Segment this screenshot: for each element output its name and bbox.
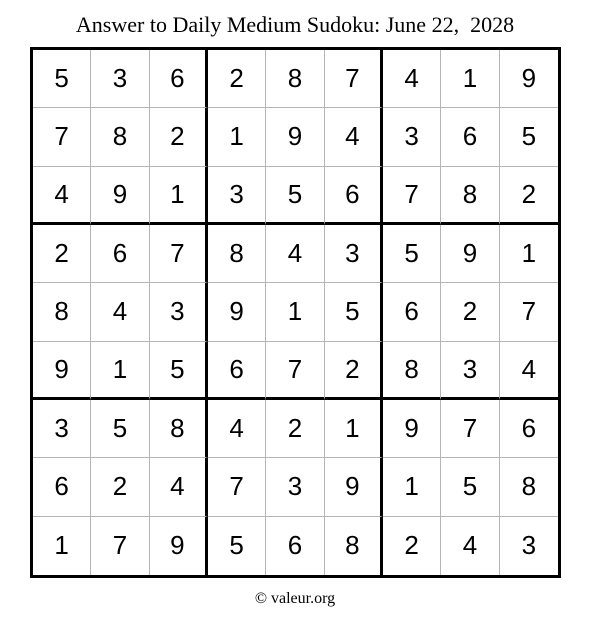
sudoku-cell-r7-c1: 3 <box>33 400 91 458</box>
sudoku-cell-r3-c2: 9 <box>91 167 149 225</box>
sudoku-cell-r4-c2: 6 <box>91 225 149 283</box>
sudoku-cell-r4-c9: 1 <box>500 225 558 283</box>
sudoku-cell-r1-c5: 8 <box>266 50 324 108</box>
sudoku-cell-r6-c9: 4 <box>500 342 558 400</box>
sudoku-cell-r6-c4: 6 <box>208 342 266 400</box>
sudoku-cell-r9-c1: 1 <box>33 517 91 575</box>
sudoku-cell-r1-c3: 6 <box>150 50 208 108</box>
sudoku-cell-r9-c6: 8 <box>325 517 383 575</box>
sudoku-cell-r5-c4: 9 <box>208 283 266 341</box>
sudoku-cell-r9-c9: 3 <box>521 530 537 561</box>
sudoku-cell-r3-c3: 1 <box>150 167 208 225</box>
sudoku-cell-r4-c4: 8 <box>208 225 266 283</box>
sudoku-cell-r4-c3: 7 <box>150 225 208 283</box>
sudoku-cell-r3-c6: 6 <box>325 167 383 225</box>
sudoku-cell-r1-c1: 5 <box>33 50 91 108</box>
sudoku-cell-r2-c1: 7 <box>33 108 91 166</box>
sudoku-cell-r3-c7: 7 <box>383 167 441 225</box>
sudoku-cell-r5-c8: 2 <box>441 283 499 341</box>
sudoku-cell-r5-c9: 7 <box>500 283 558 341</box>
sudoku-cell-r9-c3: 9 <box>150 517 208 575</box>
sudoku-cell-r5-c6: 5 <box>325 283 383 341</box>
sudoku-cell-r6-c7: 8 <box>383 342 441 400</box>
sudoku-cell-r3-c4: 3 <box>208 167 266 225</box>
sudoku-cell-r4-c8: 9 <box>441 225 499 283</box>
sudoku-cell-r7-c7: 9 <box>383 400 441 458</box>
sudoku-cell-r4-c1: 2 <box>33 225 91 283</box>
sudoku-cell-r4-c5: 4 <box>266 225 324 283</box>
sudoku-cell-r1-c4: 2 <box>208 50 266 108</box>
sudoku-cell-r9-c4: 5 <box>208 517 266 575</box>
sudoku-cell-r2-c2: 8 <box>91 108 149 166</box>
sudoku-cell-r8-c6: 9 <box>325 458 383 516</box>
sudoku-cell-r2-c3: 2 <box>150 108 208 166</box>
sudoku-cell-r2-c4: 1 <box>208 108 266 166</box>
sudoku-cell-r7-c3: 8 <box>150 400 208 458</box>
sudoku-cell-r6-c8: 3 <box>441 342 499 400</box>
sudoku-cell-r9-c8: 4 <box>441 517 499 575</box>
sudoku-cell-r7-c9: 6 <box>500 400 558 458</box>
sudoku-cell-r8-c4: 7 <box>208 458 266 516</box>
sudoku-cell-r1-c2: 3 <box>91 50 149 108</box>
sudoku-cell-r7-c8: 7 <box>441 400 499 458</box>
sudoku-cell-r1-c6: 7 <box>325 50 383 108</box>
sudoku-cell-r8-c5: 3 <box>266 458 324 516</box>
sudoku-cell-r4-c7: 5 <box>383 225 441 283</box>
sudoku-cell-r6-c2: 1 <box>91 342 149 400</box>
sudoku-cell-r1-c8: 1 <box>441 50 499 108</box>
sudoku-cell-r2-c7: 3 <box>383 108 441 166</box>
sudoku-cell-r2-c6: 4 <box>325 108 383 166</box>
sudoku-cell-r9-c2: 7 <box>91 517 149 575</box>
sudoku-cell-r4-c6: 3 <box>325 225 383 283</box>
sudoku-cell-r5-c7: 6 <box>383 283 441 341</box>
sudoku-cell-r8-c7: 1 <box>383 458 441 516</box>
sudoku-cell-r1-c7: 4 <box>383 50 441 108</box>
sudoku-cell-r7-c4: 4 <box>208 400 266 458</box>
copyright-footer: © valeur.org <box>254 590 336 607</box>
sudoku-cell-r9-c7: 2 <box>383 517 441 575</box>
sudoku-cell-r8-c3: 4 <box>150 458 208 516</box>
sudoku-cell-r1-c9: 9 <box>500 50 558 108</box>
sudoku-cell-r5-c5: 1 <box>266 283 324 341</box>
sudoku-cell-r3-c9: 2 <box>500 167 558 225</box>
sudoku-cell-r2-c9: 5 <box>500 108 558 166</box>
sudoku-cell-r8-c1: 6 <box>33 458 91 516</box>
sudoku-cell-r2-c8: 6 <box>441 108 499 166</box>
sudoku-cell-r2-c5: 9 <box>266 108 324 166</box>
sudoku-cell-r3-c8: 8 <box>441 167 499 225</box>
sudoku-cell-r3-c1: 4 <box>33 167 91 225</box>
sudoku-cell-r8-c9: 8 <box>500 458 558 516</box>
page-title: Answer to Daily Medium Sudoku: June 22, 2028 <box>75 12 515 37</box>
sudoku-cell-r6-c3: 5 <box>150 342 208 400</box>
sudoku-cell-r6-c5: 7 <box>266 342 324 400</box>
sudoku-cell-r7-c2: 5 <box>91 400 149 458</box>
sudoku-cell-r5-c1: 8 <box>33 283 91 341</box>
sudoku-cell-r5-c2: 4 <box>91 283 149 341</box>
sudoku-cell-r3-c5: 5 <box>266 167 324 225</box>
sudoku-cell-r5-c3: 3 <box>150 283 208 341</box>
sudoku-cell-r6-c1: 9 <box>33 342 91 400</box>
sudoku-cell-r8-c8: 5 <box>441 458 499 516</box>
sudoku-cell-r7-c5: 2 <box>266 400 324 458</box>
sudoku-cell-r9-c5: 6 <box>266 517 324 575</box>
sudoku-cell-r8-c2: 2 <box>91 458 149 516</box>
sudoku-cell-r7-c6: 1 <box>325 400 383 458</box>
sudoku-board <box>30 47 561 578</box>
sudoku-cell-r6-c6: 2 <box>325 342 383 400</box>
